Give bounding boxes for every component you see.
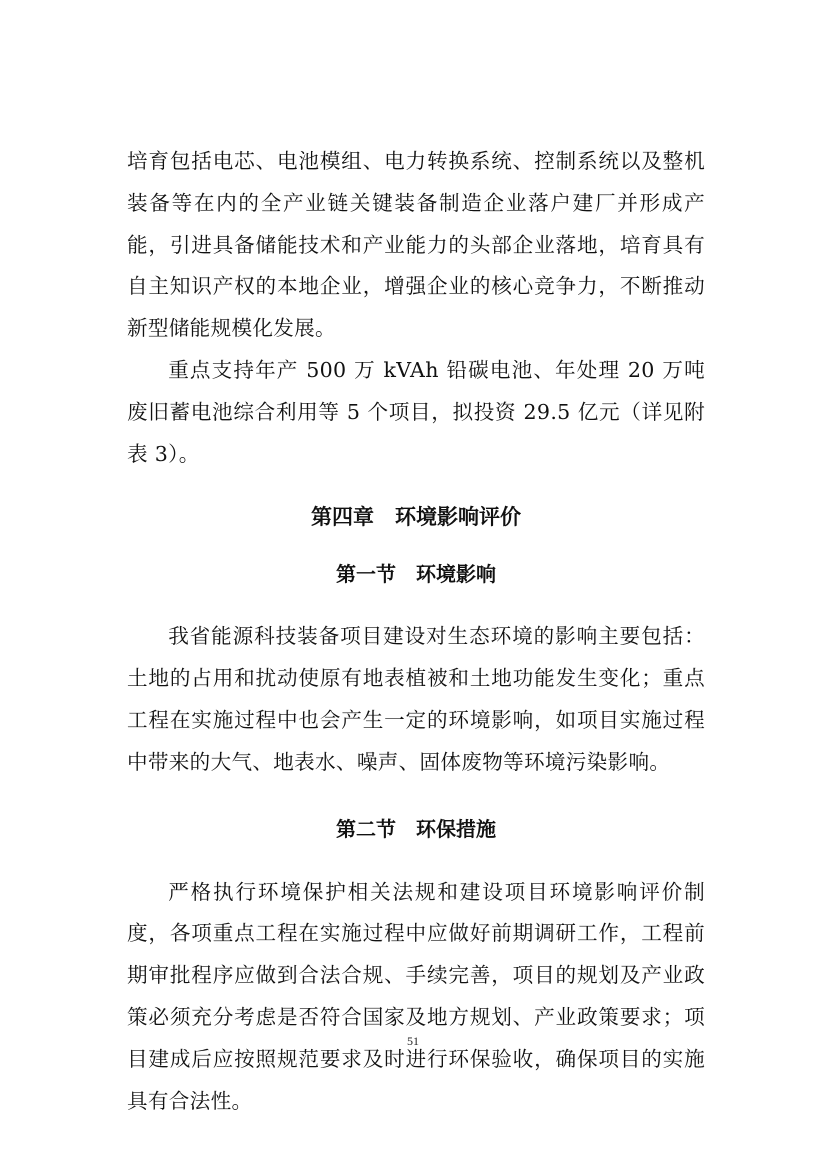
paragraph-key-projects: 重点支持年产 500 万 kVAh 铅碳电池、年处理 20 万吨废旧蓄电池综合利用等 5 个项目，拟投资 29.5 亿元（详见附表 3）。: [127, 357, 705, 466]
paragraph-industry-chain: 培育包括电芯、电池模组、电力转换系统、控制系统以及整机装备等在内的全产业链关键装备制造企业落户建厂并形成产能，引进具备储能技术和产业能力的头部企业落地，培育具有自主知识产权的本地企业，增强企业的核心竞争力，不断推动新型储能规模化发展。: [127, 149, 705, 341]
page-number: 51: [407, 1034, 419, 1048]
chapter-title: 第四章 环境影响评价: [311, 505, 521, 530]
paragraph-environmental-impact: 我省能源科技装备项目建设对生态环境的影响主要包括：土地的占用和扰动使原有地表植被和土地功能发生变化；重点工程在实施过程中也会产生一定的环境影响，如项目实施过程中带来的大气、地表水、噪声、固体废物等环境污染影响。: [127, 624, 705, 774]
paragraph-environmental-measures: 严格执行环境保护相关法规和建设项目环境影响评价制度，各项重点工程在实施过程中应做好前期调研工作，工程前期审批程序应做到合法合规、手续完善，项目的规划及产业政策必须充分考虑是否符合国家及地方规划、产业政策要求；项目建成后应按照规范要求及时进行环保验收，确保项目的实施具有合法性。: [127, 879, 705, 1113]
section-title-environmental-measures: 第二节 环保措施: [336, 816, 496, 841]
document-page: [127, 141, 705, 1122]
section-title-environmental-impact: 第一节 环境影响: [336, 562, 496, 587]
